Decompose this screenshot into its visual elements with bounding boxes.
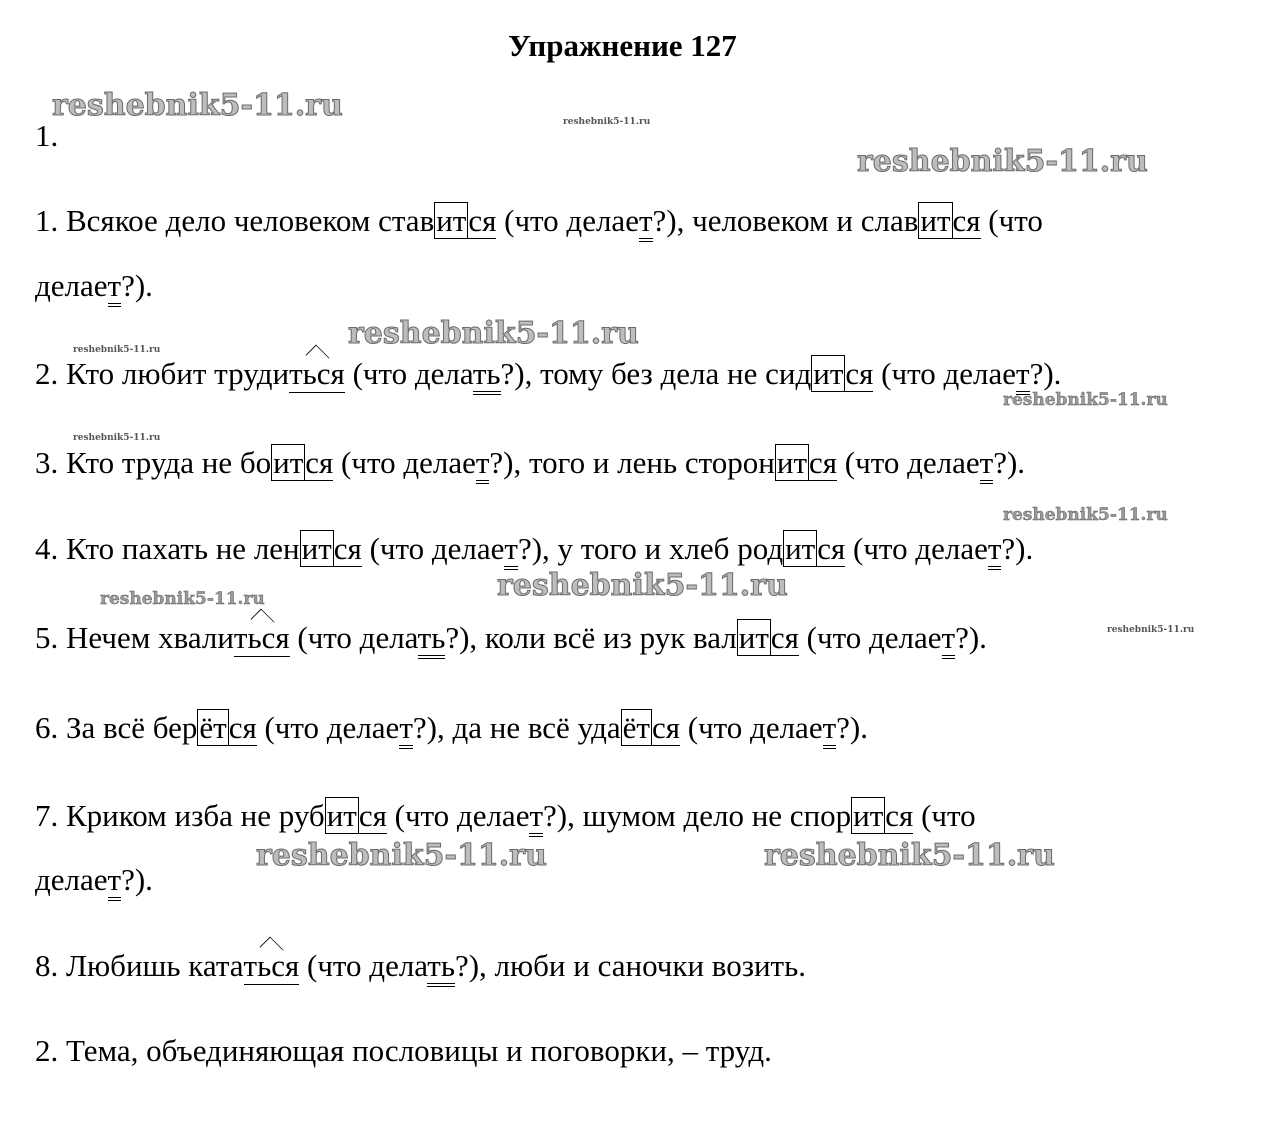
text: 6. За всё бер [35, 710, 198, 745]
text: ?). [993, 445, 1026, 480]
text: (что делае [496, 203, 639, 238]
watermark: reshebnik5-11.ru [1003, 505, 1168, 525]
watermark: reshebnik5-11.ru [100, 589, 265, 609]
text: делае [35, 268, 108, 303]
text: ?), тому без дела не сид [500, 356, 812, 391]
suffix: ся [468, 203, 497, 238]
text: (что делае [680, 710, 823, 745]
text: 7. Криком изба не руб [35, 798, 325, 833]
text: 3. Кто труда не бо [35, 445, 272, 480]
ending: т [476, 445, 490, 484]
watermark: reshebnik5-11.ru [73, 433, 161, 443]
ending: т [980, 445, 994, 484]
text: (что делае [837, 445, 980, 480]
ending: т [108, 268, 122, 307]
proverb-3 [35, 445, 1025, 481]
suffix: ся [228, 710, 257, 745]
watermark: reshebnik5-11.ru [497, 568, 788, 603]
proverb-7-line-1 [35, 798, 976, 834]
watermark: reshebnik5-11.ru [1003, 390, 1168, 410]
suffix: ся [952, 203, 981, 238]
ending-box: ит [301, 531, 332, 566]
text: (что дела [344, 356, 473, 391]
ending: т [108, 862, 122, 901]
ending-box: ит [326, 798, 357, 833]
ending: ть [418, 620, 446, 659]
ending: т [988, 531, 1002, 570]
proverb-1-line-1 [35, 203, 1043, 239]
proverb-8 [35, 948, 806, 985]
suffix: ся [305, 445, 334, 480]
text: ?). [1029, 356, 1062, 391]
section-1-number: 1. [35, 118, 59, 153]
watermark: reshebnik5-11.ru [1107, 625, 1195, 635]
ending: ть [473, 356, 501, 395]
suffix: ся [770, 620, 799, 655]
ending-box: ит [436, 203, 467, 238]
proverb-7-line-2 [35, 862, 153, 898]
text: 5. Нечем хвали [35, 620, 234, 655]
suffix: ся [358, 798, 387, 833]
text: (что делае [798, 620, 942, 655]
suffix: ся [817, 531, 846, 566]
watermark: reshebnik5-11.ru [857, 144, 1148, 179]
proverb-1-line-2 [35, 268, 153, 304]
watermark: reshebnik5-11.ru [764, 838, 1055, 873]
text: (что делае [256, 710, 400, 745]
text: ?), да не всё уда [412, 710, 621, 745]
text: ?). [1001, 531, 1034, 566]
ending: т [1016, 356, 1030, 395]
text: 8. Любишь ката [35, 948, 244, 983]
text: ?). [836, 710, 868, 745]
ending-box: ит [273, 445, 304, 480]
ending: ть [427, 948, 455, 987]
suffix-roof: ться [243, 948, 300, 983]
suffix: ся [809, 445, 838, 480]
conclusion: 2. Тема, объединяющая пословицы и поговорки, – труд. [35, 1033, 772, 1068]
proverb-4 [35, 531, 1033, 567]
ending: т [529, 798, 543, 837]
suffix-roof: ться [233, 620, 290, 655]
text: (что делае [361, 531, 505, 566]
text: (что делае [845, 531, 988, 566]
ending-box: ит [738, 620, 769, 655]
ending-box: ит [785, 531, 816, 566]
ending: т [639, 203, 653, 242]
ending-box: ёт [199, 710, 227, 745]
proverb-5 [35, 620, 987, 657]
text: ?), у того и хлеб род [517, 531, 784, 566]
suffix: ся [885, 798, 914, 833]
suffix: ся [651, 710, 680, 745]
text: (что дела [289, 620, 418, 655]
watermark: reshebnik5-11.ru [348, 316, 639, 351]
text: ?). [121, 862, 153, 897]
ending-box: ит [776, 445, 808, 480]
text: ?), коли всё из рук вал [445, 620, 737, 655]
suffix: ся [333, 531, 362, 566]
text: делае [35, 862, 108, 897]
ending: т [942, 620, 956, 659]
text: (что делае [873, 356, 1016, 391]
text: (что делае [386, 798, 530, 833]
ending: т [399, 710, 413, 749]
watermark: reshebnik5-11.ru [563, 117, 651, 127]
watermark: reshebnik5-11.ru [52, 88, 343, 123]
text: ?), человеком и слав [652, 203, 919, 238]
suffix-roof: ться [289, 356, 345, 391]
page-title: Упражнение 127 [508, 28, 737, 63]
text: ?), люби и саночки возить. [454, 948, 806, 983]
text: (что [980, 203, 1043, 238]
watermark: reshebnik5-11.ru [256, 838, 547, 873]
text: 1. Всякое дело человеком став [35, 203, 435, 238]
watermark: reshebnik5-11.ru [73, 345, 161, 355]
proverb-2 [35, 356, 1061, 393]
text: ?), шумом дело не спор [543, 798, 852, 833]
ending-box: ит [853, 798, 884, 833]
text: 4. Кто пахать не лен [35, 531, 300, 566]
suffix: ся [845, 356, 874, 391]
ending-box: ит [920, 203, 951, 238]
text: (что [913, 798, 976, 833]
text: ?). [955, 620, 987, 655]
ending-box: ит [813, 356, 844, 391]
ending: т [823, 710, 837, 749]
text: ?). [121, 268, 153, 303]
ending-box: ёт [622, 710, 650, 745]
text: (что делае [333, 445, 476, 480]
ending: т [504, 531, 518, 570]
proverb-6 [35, 710, 868, 746]
text: ?), того и лень сторон [489, 445, 775, 480]
text: 2. Кто любит труди [35, 356, 290, 391]
text: (что дела [299, 948, 428, 983]
